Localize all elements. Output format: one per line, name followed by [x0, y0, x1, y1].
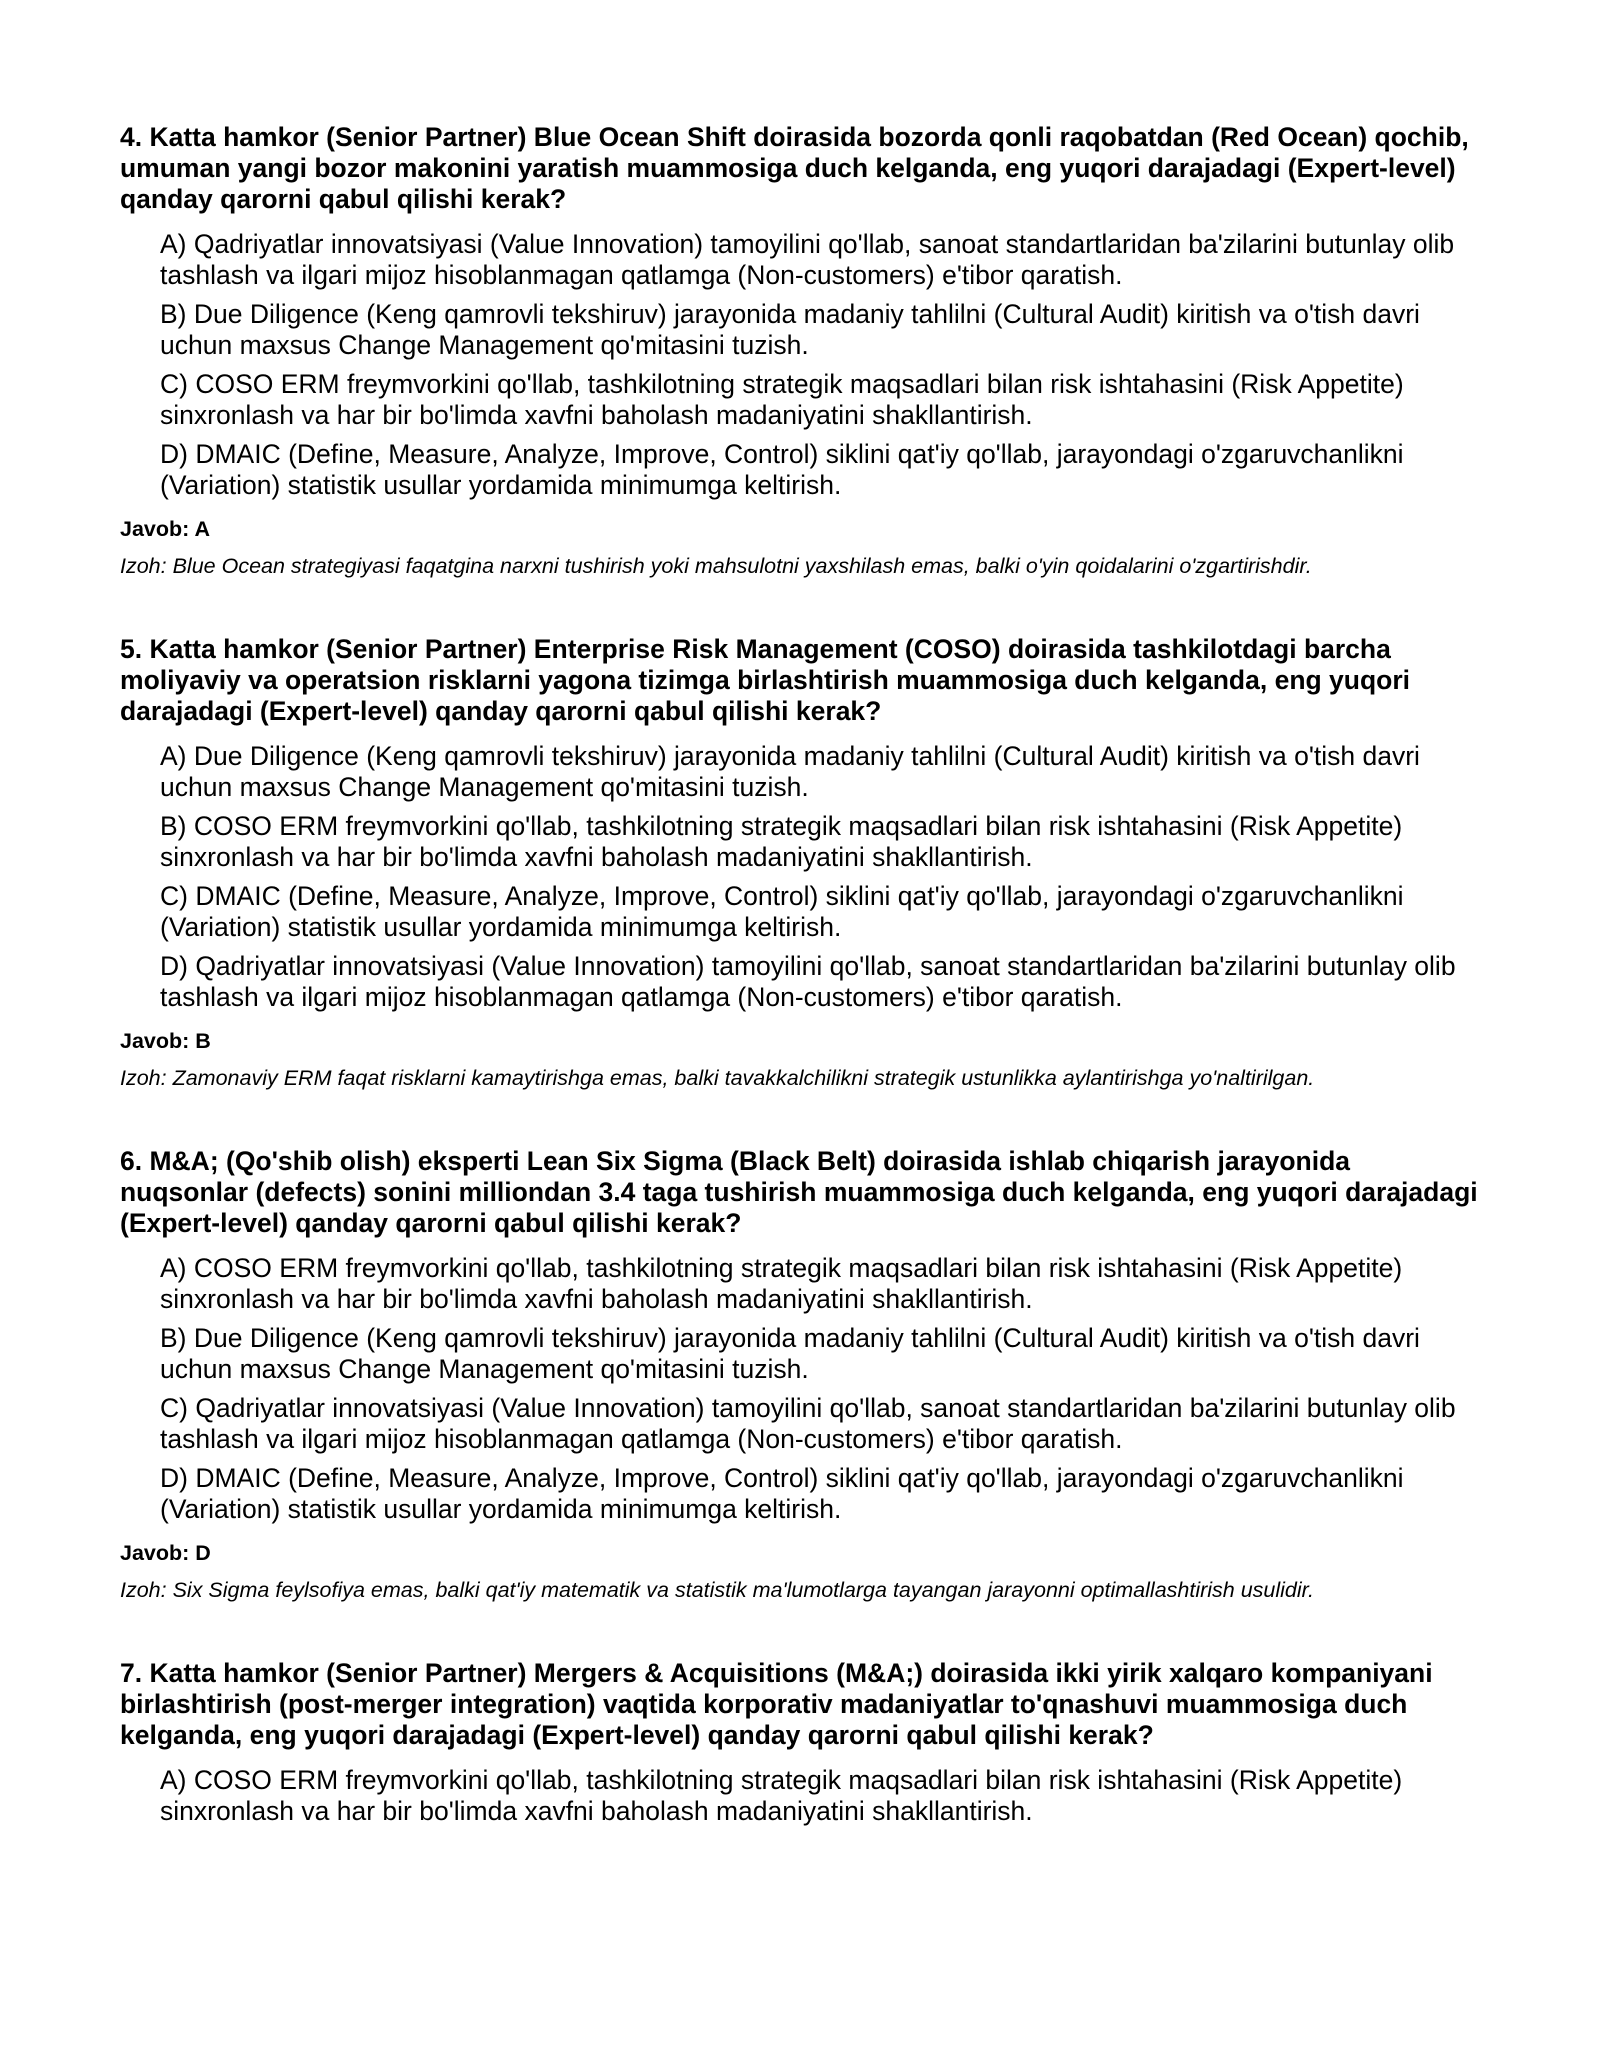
option-b: B) COSO ERM freymvorkini qo'llab, tashkilotning strategik maqsadlari bilan risk ishtahasini (Risk Appetite) sinxronlash va har bir bo'limda xavfni baholash madaniyatini shakllantirish. [160, 811, 1403, 872]
option-d: D) DMAIC (Define, Measure, Analyze, Improve, Control) siklini qat'iy qo'llab, jarayondagi o'zgaruvchanlikni (Variation) statistik usullar yordamida minimumga keltirish. [160, 439, 1404, 500]
question-title: 7. Katta hamkor (Senior Partner) Mergers & Acquisitions (M&A;) doirasida ikki yirik xalqaro kompaniyani birlashtirish (post-merger integration) vaqtida korporativ madaniyatlar to'qnashuvi muammosiga duch kelganda, eng yuqori darajadagi (Expert-level) qanday qarorni qabul qilishi kerak? [120, 1658, 1433, 1750]
option-b: B) Due Diligence (Keng qamrovli tekshiruv) jarayonida madaniy tahlilni (Cultural Audit) kiritish va o'tish davri uchun maxsus Change Management qo'mitasini tuzish. [160, 299, 1420, 360]
answer-label: Javob: B [120, 1029, 211, 1053]
option-d: D) DMAIC (Define, Measure, Analyze, Improve, Control) siklini qat'iy qo'llab, jarayondagi o'zgaruvchanlikni (Variation) statistik usullar yordamida minimumga keltirish. [160, 1463, 1404, 1524]
answer-label: Javob: A [120, 517, 210, 541]
question-title: 5. Katta hamkor (Senior Partner) Enterprise Risk Management (COSO) doirasida tashkilotdagi barcha moliyaviy va operatsion risklarni yagona tizimga birlashtirish muammosiga duch kelganda, eng yuqori darajadagi (Expert-level) qanday qarorni qabul qilishi kerak? [120, 634, 1411, 726]
answer-label: Javob: D [120, 1541, 211, 1565]
explanation-note: Izoh: Six Sigma feylsofiya emas, balki qat'iy matematik va statistik ma'lumotlarga tayangan jarayonni optimallashtirish usulidir. [120, 1578, 1315, 1602]
question-5 [120, 634, 1482, 1094]
question-title: 6. M&A; (Qo'shib olish) eksperti Lean Six Sigma (Black Belt) doirasida ishlab chiqarish jarayonida nuqsonlar (defects) sonini milliondan 3.4 taga tushirish muammosiga duch kelganda, eng yuqori darajadagi (Expert-level) qanday qarorni qabul qilishi kerak? [120, 1146, 1478, 1238]
question-4 [120, 122, 1482, 582]
explanation-note: Izoh: Blue Ocean strategiyasi faqatgina narxni tushirish yoki mahsulotni yaxshilash emas, balki o'yin qoidalarini o'zgartirishdir. [120, 554, 1312, 578]
question-7 [120, 1658, 1482, 1827]
question-6 [120, 1146, 1482, 1606]
question-title: 4. Katta hamkor (Senior Partner) Blue Ocean Shift doirasida bozorda qonli raqobatdan (Red Ocean) qochib, umuman yangi bozor makonini yaratish muammosiga duch kelganda, eng yuqori darajadagi (Expert-level) qanday qarorni qabul qilishi kerak? [120, 122, 1469, 214]
option-c: C) COSO ERM freymvorkini qo'llab, tashkilotning strategik maqsadlari bilan risk ishtahasini (Risk Appetite) sinxronlash va har bir bo'limda xavfni baholash madaniyatini shakllantirish. [160, 369, 1404, 430]
option-a: A) COSO ERM freymvorkini qo'llab, tashkilotning strategik maqsadlari bilan risk ishtahasini (Risk Appetite) sinxronlash va har bir bo'limda xavfni baholash madaniyatini shakllantirish. [160, 1253, 1403, 1314]
option-c: C) DMAIC (Define, Measure, Analyze, Improve, Control) siklini qat'iy qo'llab, jarayondagi o'zgaruvchanlikni (Variation) statistik usullar yordamida minimumga keltirish. [160, 881, 1404, 942]
explanation-note: Izoh: Zamonaviy ERM faqat risklarni kamaytirishga emas, balki tavakkalchilikni strategik ustunlikka aylantirishga yo'naltirilgan. [120, 1066, 1315, 1090]
option-b: B) Due Diligence (Keng qamrovli tekshiruv) jarayonida madaniy tahlilni (Cultural Audit) kiritish va o'tish davri uchun maxsus Change Management qo'mitasini tuzish. [160, 1323, 1420, 1384]
option-a: A) Due Diligence (Keng qamrovli tekshiruv) jarayonida madaniy tahlilni (Cultural Audit) kiritish va o'tish davri uchun maxsus Change Management qo'mitasini tuzish. [160, 741, 1420, 802]
option-a: A) COSO ERM freymvorkini qo'llab, tashkilotning strategik maqsadlari bilan risk ishtahasini (Risk Appetite) sinxronlash va har bir bo'limda xavfni baholash madaniyatini shakllantirish. [160, 1765, 1403, 1826]
option-a: A) Qadriyatlar innovatsiyasi (Value Innovation) tamoyilini qo'llab, sanoat standartlaridan ba'zilarini butunlay olib tashlash va ilgari mijoz hisoblanmagan qatlamga (Non-customers) e'tibor qaratish. [160, 229, 1455, 290]
option-d: D) Qadriyatlar innovatsiyasi (Value Innovation) tamoyilini qo'llab, sanoat standartlaridan ba'zilarini butunlay olib tashlash va ilgari mijoz hisoblanmagan qatlamga (Non-customers) e'tibor qaratish. [160, 951, 1456, 1012]
option-c: C) Qadriyatlar innovatsiyasi (Value Innovation) tamoyilini qo'llab, sanoat standartlaridan ba'zilarini butunlay olib tashlash va ilgari mijoz hisoblanmagan qatlamga (Non-customers) e'tibor qaratish. [160, 1393, 1456, 1454]
